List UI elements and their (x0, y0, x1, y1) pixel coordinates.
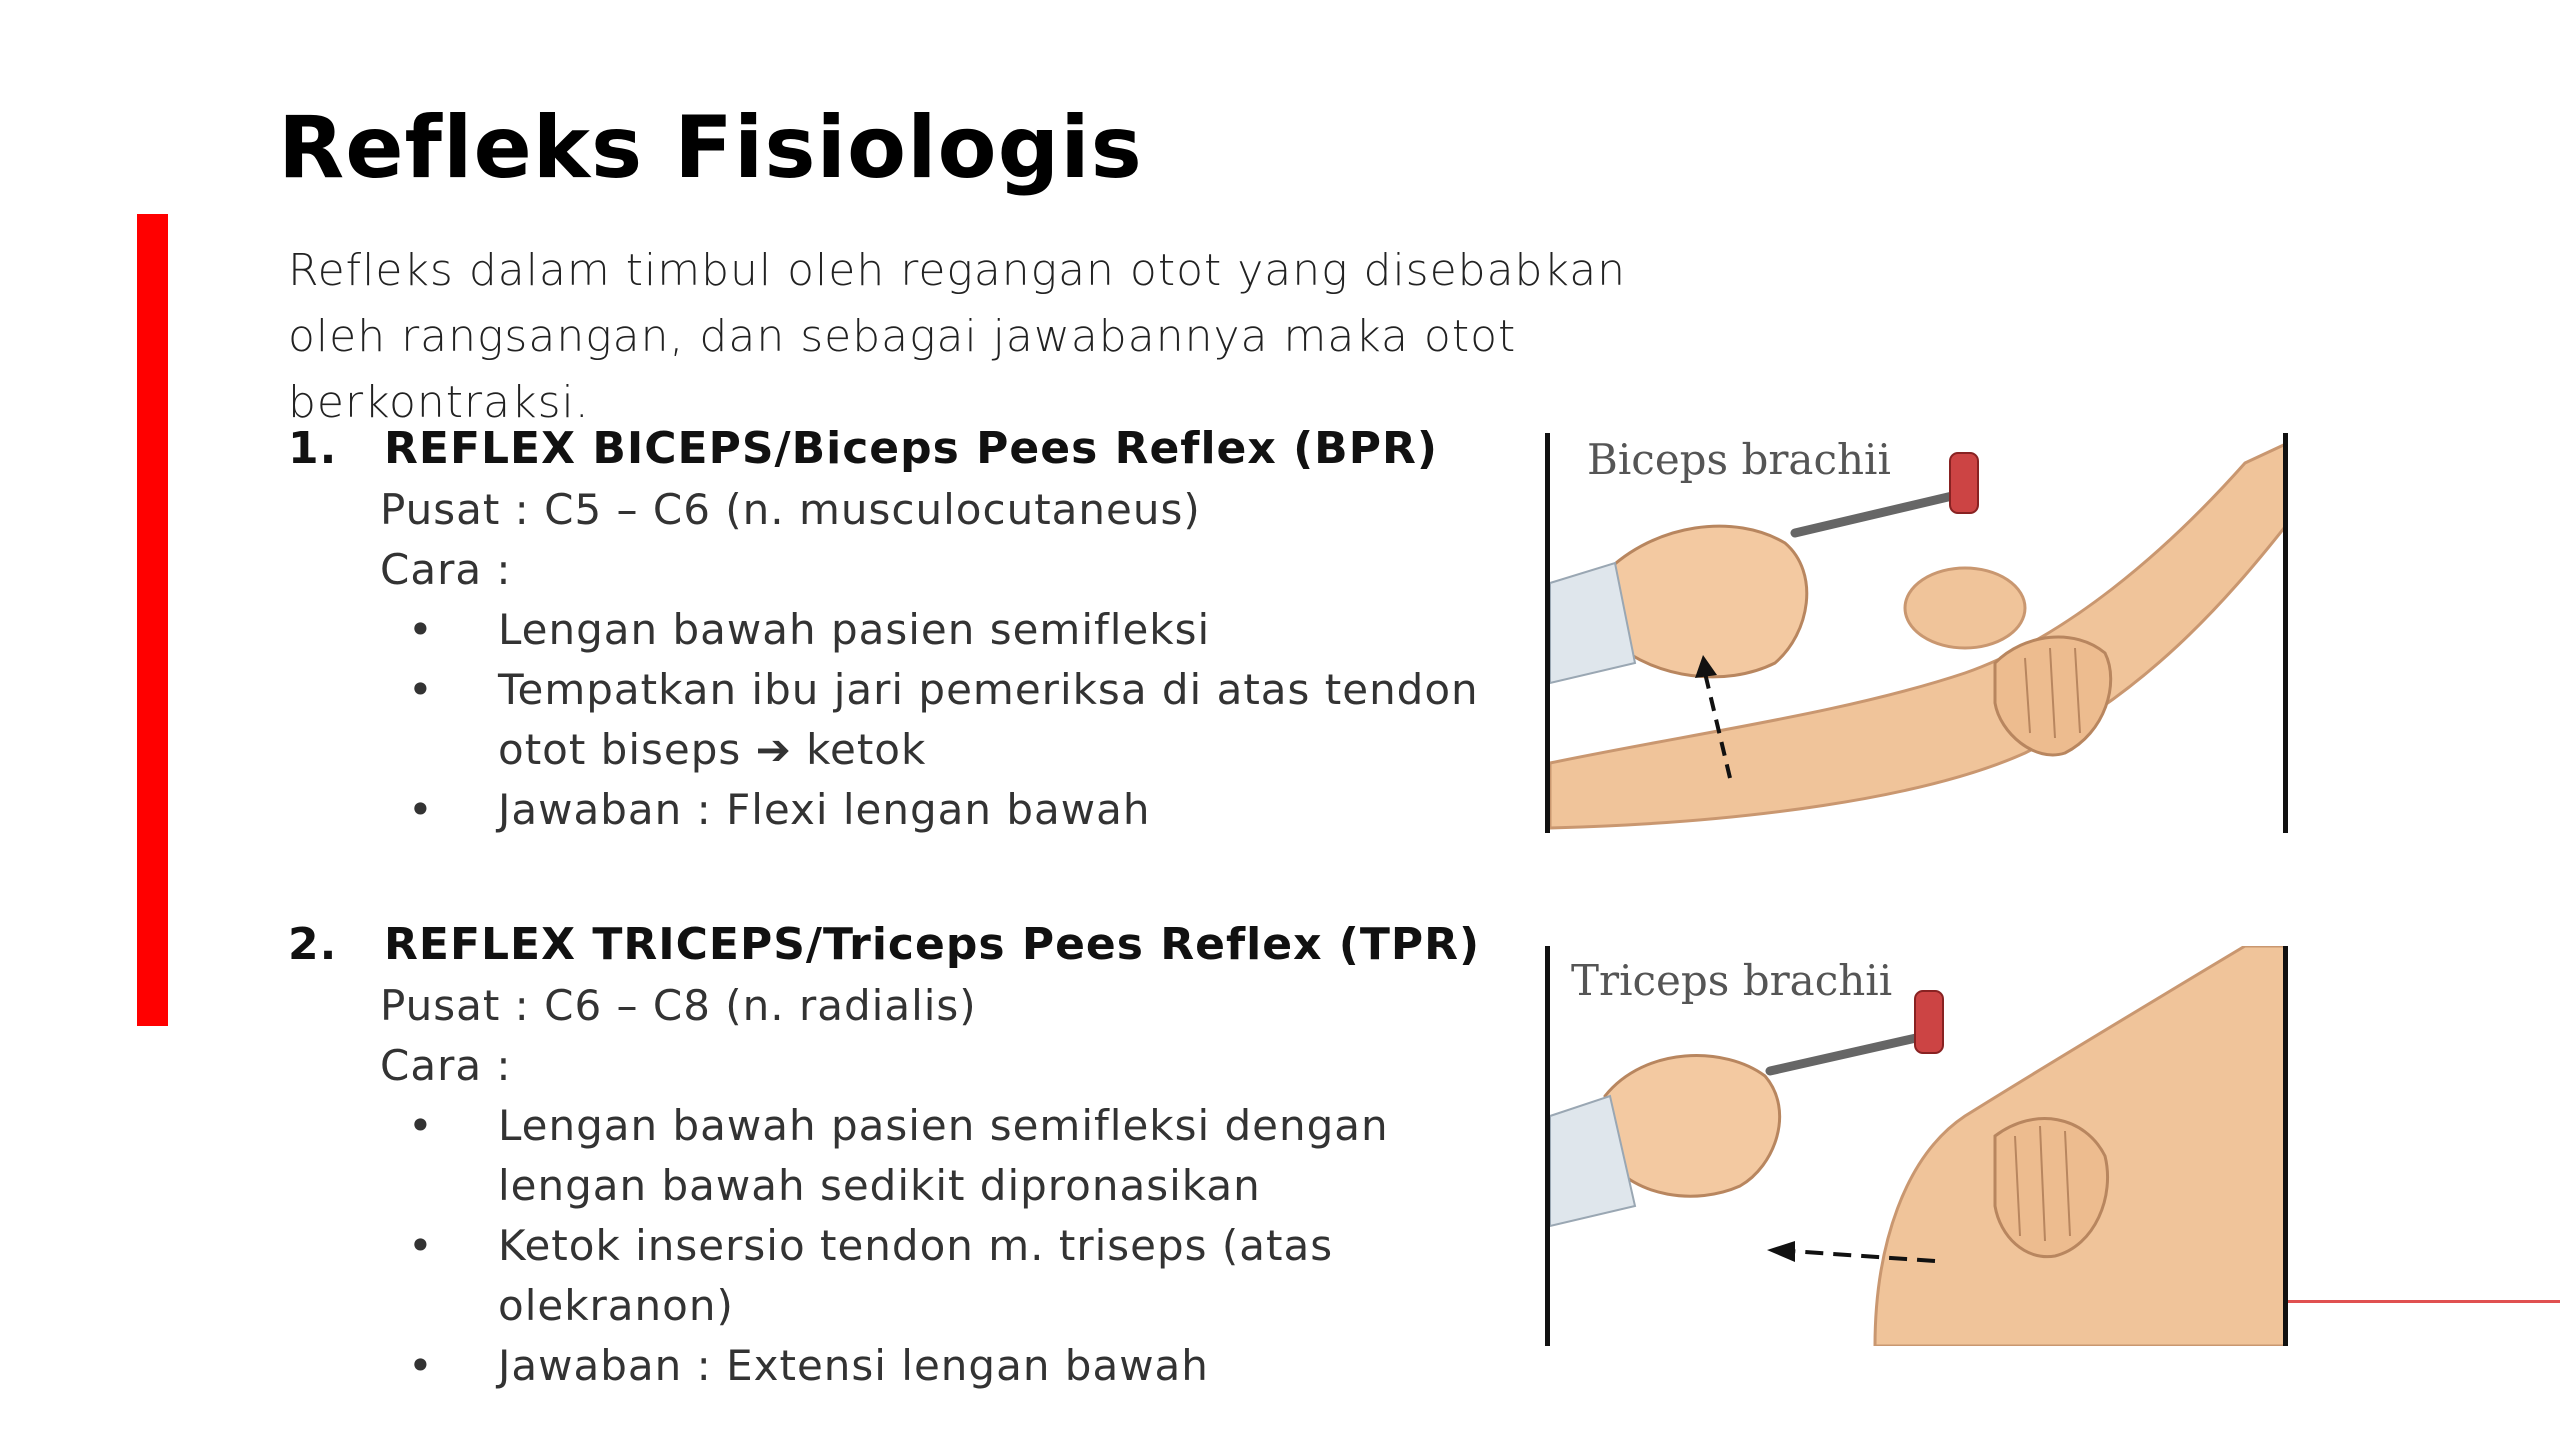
reflex-title: REFLEX BICEPS/Biceps Pees Reflex (BPR) (384, 423, 1438, 474)
bullet-icon: • (408, 605, 434, 654)
list-item (408, 780, 1508, 840)
figure-border-right (2283, 433, 2288, 833)
bullet-icon: • (408, 1221, 434, 1270)
reflex-title: REFLEX TRICEPS/Triceps Pees Reflex (TPR) (384, 919, 1481, 970)
triceps-arm-drawing (1545, 946, 2288, 1346)
item-number: 2. (288, 919, 338, 970)
step-text: Jawaban : Extensi lengan bawah (498, 1341, 1209, 1390)
pusat-line: Pusat : C6 – C8 (n. radialis) (380, 981, 977, 1030)
biceps-reflex-illustration (1545, 433, 2288, 833)
cara-label: Cara : (380, 1041, 512, 1090)
list-item (408, 600, 1508, 660)
reflex-item-biceps (288, 418, 1508, 840)
list-item (408, 660, 1508, 780)
step-text: Ketok insersio tendon m. triseps (atas olekranon) (498, 1221, 1334, 1330)
reflex-heading (288, 418, 1508, 480)
step-list (288, 600, 1508, 840)
list-item (408, 1216, 1508, 1336)
decorative-line (2288, 1300, 2560, 1303)
figure-label: Biceps brachii (1587, 435, 1891, 484)
step-text: Jawaban : Flexi lengan bawah (498, 785, 1151, 834)
step-list (288, 1096, 1508, 1396)
biceps-arm-drawing (1545, 433, 2288, 833)
cara-label: Cara : (380, 545, 512, 594)
figure-border-left (1545, 946, 1550, 1346)
step-text: Lengan bawah pasien semifleksi (498, 605, 1211, 654)
list-item (408, 1336, 1508, 1396)
reflex-item-triceps (288, 914, 1508, 1396)
pusat-line: Pusat : C5 – C6 (n. musculocutaneus) (380, 485, 1201, 534)
step-text: Tempatkan ibu jari pemeriksa di atas tendon otot biseps ➔ ketok (498, 665, 1479, 774)
bullet-icon: • (408, 1101, 434, 1150)
bullet-icon: • (408, 1341, 434, 1390)
triceps-reflex-illustration (1545, 946, 2288, 1346)
figure-border-right (2283, 946, 2288, 1346)
bullet-icon: • (408, 785, 434, 834)
accent-bar (137, 214, 168, 1026)
step-text: Lengan bawah pasien semifleksi dengan lengan bawah sedikit dipronasikan (498, 1101, 1389, 1210)
figure-border-left (1545, 433, 1550, 833)
reflex-heading (288, 914, 1508, 976)
figure-label: Triceps brachii (1571, 956, 1893, 1005)
slide-title: Refleks Fisiologis (278, 98, 1143, 198)
intro-text: Refleks dalam timbul oleh regangan otot yang disebabkan oleh rangsangan, dan sebagai jawabannya maka otot berkontraksi. (288, 245, 1627, 428)
bullet-icon: • (408, 665, 434, 714)
item-number: 1. (288, 423, 338, 474)
list-item (408, 1096, 1508, 1216)
